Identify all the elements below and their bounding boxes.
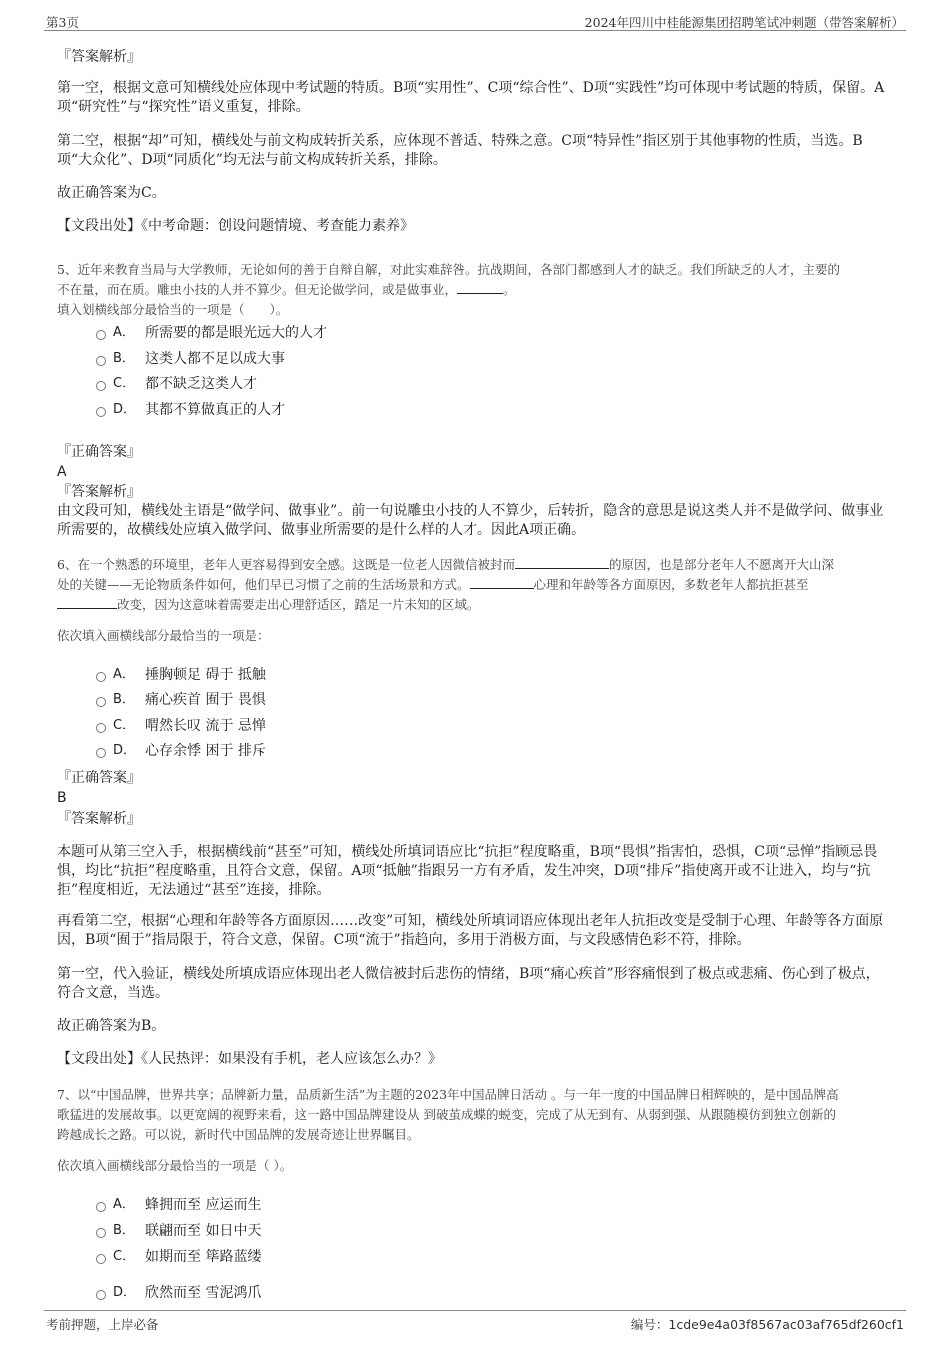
q6-conclusion: 故正确答案为B。 xyxy=(57,1018,166,1034)
q6-prompt: 依次填入画横线部分最恰当的一项是： xyxy=(57,628,270,643)
answer-blank xyxy=(470,576,534,589)
radio-button[interactable] xyxy=(96,723,106,733)
radio-button[interactable] xyxy=(96,748,106,758)
q5-option-c[interactable]: C． 都不缺乏这类人才 xyxy=(96,374,257,394)
q5-option-a[interactable]: A． 所需要的都是眼光远大的人才 xyxy=(96,323,327,343)
q6-source: 【文段出处】《人民热评：如果没有手机，老人应该怎么办？》 xyxy=(57,1051,442,1067)
radio-button[interactable] xyxy=(96,407,106,417)
q5-option-d[interactable]: D． 其都不算做真正的人才 xyxy=(96,400,285,420)
radio-button[interactable] xyxy=(96,697,106,707)
q4-analysis-para2: 第二空，根据“却”可知，横线处与前文构成转折关系，应体现不普适、特殊之意。C项“特异性”指区别于其他事物的性质，当选。B项“大众化”、D项“同质化”均无法与前文构成转折关系，排除。 xyxy=(57,133,863,168)
q7-prompt: 依次填入画横线部分最恰当的一项是（ ）。 xyxy=(57,1158,293,1173)
q6-analysis-tag: 『答案解析』 xyxy=(57,811,141,827)
q6-analysis-para3: 第一空，代入验证，横线处所填成语应体现出老人微信被封后悲伤的情绪，B项“痛心疾首”形容痛恨到了极点或悲痛、伤心到了极点，符合文意，当选。 xyxy=(57,966,880,1001)
q6-option-a[interactable]: A． 捶胸顿足 碍于 抵触 xyxy=(96,665,266,685)
answer-blank xyxy=(457,281,503,294)
q6-option-c[interactable]: C． 喟然长叹 流于 忌惮 xyxy=(96,716,266,736)
radio-button[interactable] xyxy=(96,672,106,682)
q5-analysis-tag: 『答案解析』 xyxy=(57,484,141,500)
q6-option-b[interactable]: B． 痛心疾首 囿于 畏惧 xyxy=(96,690,266,710)
q7-option-a[interactable]: A． 蜂拥而至 应运而生 xyxy=(96,1195,261,1215)
q4-analysis-para1: 第一空，根据文意可知横线处应体现中考试题的特质。B项“实用性”、C项“综合性”、D项“实践性”均可体现中考试题的特质，保留。A项“研究性”与“探究性”语义重复，排除。 xyxy=(57,80,885,115)
radio-button[interactable] xyxy=(96,381,106,391)
page-number: 第3页 xyxy=(46,15,79,30)
page-footer xyxy=(44,1310,906,1332)
q6-stem: 6、在一个熟悉的环境里，老年人更容易得到安全感。这既是一位老人因微信被封而 的原因，也是部分老年人不愿离开大山深 处的关键——无论物质条件如何，他们早已习惯了之前的生活场景和方式。 心理和年龄等各方面原因，多数老年人都抗拒甚至 改变，因为这意味着需要走出心理舒适区，踏足一片未知的区域。 xyxy=(57,557,834,612)
q7-option-d[interactable]: D． 欣然而至 雪泥鸿爪 xyxy=(96,1283,261,1303)
radio-button[interactable] xyxy=(96,1202,106,1212)
q5-option-b[interactable]: B． 这类人都不足以成大事 xyxy=(96,349,285,369)
q6-answer-tag: 『正确答案』 xyxy=(57,770,141,786)
q6-analysis-para1: 本题可从第三空入手，根据横线前“甚至”可知，横线处所填词语应比“抗拒”程度略重，B项“畏惧”指害怕，恐惧，C项“忌惮”指顾忌畏惧，均比“抗拒”程度略重，且符合文意，保留。A项“抵触”指跟另一方有矛盾，发生冲突，D项“排斥”指使离开或不让进入，均与“抗拒”程度相近，无法通过“甚至”连接，排除。 xyxy=(57,844,878,898)
answer-blank xyxy=(57,596,117,609)
q5-analysis: 由文段可知，横线处主语是“做学问、做事业”。前一句说雕虫小技的人不算少，后转折，隐含的意思是说这类人并不是做学问、做事业所需要的，故横线处应填入做学问、做事业所需要的是什么样的人才。因此A项正确。 xyxy=(57,503,884,538)
q6-analysis-para2: 再看第二空，根据“心理和年龄等各方面原因……改变”可知，横线处所填词语应体现出老年人抗拒改变是受制于心理、年龄等各方面原因，B项“囿于”指局限于，符合文意，保留。C项“流于”指趋向，多用于消极方面，与文段感情色彩不符，排除。 xyxy=(57,913,884,948)
document-code: 编号：1cde9e4a03f8567ac03af765df260cf1 xyxy=(630,1317,904,1332)
radio-button[interactable] xyxy=(96,356,106,366)
q4-analysis-tag: 『答案解析』 xyxy=(57,49,141,65)
q7-option-b[interactable]: B． 联翩而至 如日中天 xyxy=(96,1221,261,1241)
q7-option-c[interactable]: C． 如期而至 筚路蓝缕 xyxy=(96,1247,261,1267)
q5-stem: 5、近年来教育当局与大学教师，无论如何的善于自辩自解，对此实难辞咎。抗战期间，各部门都感到人才的缺乏。我们所缺乏的人才，主要的 不在量，而在质。雕虫小技的人并不算少。但无论做学问，或是做事业， 。 填入划横线部分最恰当的一项是（ ）。 xyxy=(57,260,893,320)
page-header xyxy=(44,10,906,31)
footer-slogan: 考前押题，上岸必备 xyxy=(46,1317,159,1332)
radio-button[interactable] xyxy=(96,1228,106,1238)
document-title: 2024年四川中桂能源集团招聘笔试冲刺题（带答案解析） xyxy=(584,15,904,30)
q6-answer: B xyxy=(57,790,67,806)
radio-button[interactable] xyxy=(96,1290,106,1300)
q4-source: 【文段出处】《中考命题：创设问题情境、考查能力素养》 xyxy=(57,218,414,234)
answer-blank xyxy=(515,556,609,569)
q5-answer-tag: 『正确答案』 xyxy=(57,444,141,460)
q4-conclusion: 故正确答案为C。 xyxy=(57,185,166,201)
radio-button[interactable] xyxy=(96,330,106,340)
q5-answer: A xyxy=(57,464,67,480)
radio-button[interactable] xyxy=(96,1254,106,1264)
q5-prompt: 填入划横线部分最恰当的一项是（ ）。 xyxy=(57,302,289,317)
q7-stem: 7、以“中国品牌，世界共享；品牌新力量，品质新生活”为主题的2023年中国品牌日活动 。与一年一度的中国品牌日相辉映的，是中国品牌高 歌猛进的发展故事。以更宽阔的视野来看，这一路中国品牌建设从 到破茧成蝶的蜕变，完成了从无到有、从弱到强、从跟随模仿到独立创新的 跨越成长之路。可以说，新时代中国品牌的发展奇迹让世界瞩目。 xyxy=(57,1087,839,1142)
q6-option-d[interactable]: D． 心存余悸 困于 排斥 xyxy=(96,741,266,761)
